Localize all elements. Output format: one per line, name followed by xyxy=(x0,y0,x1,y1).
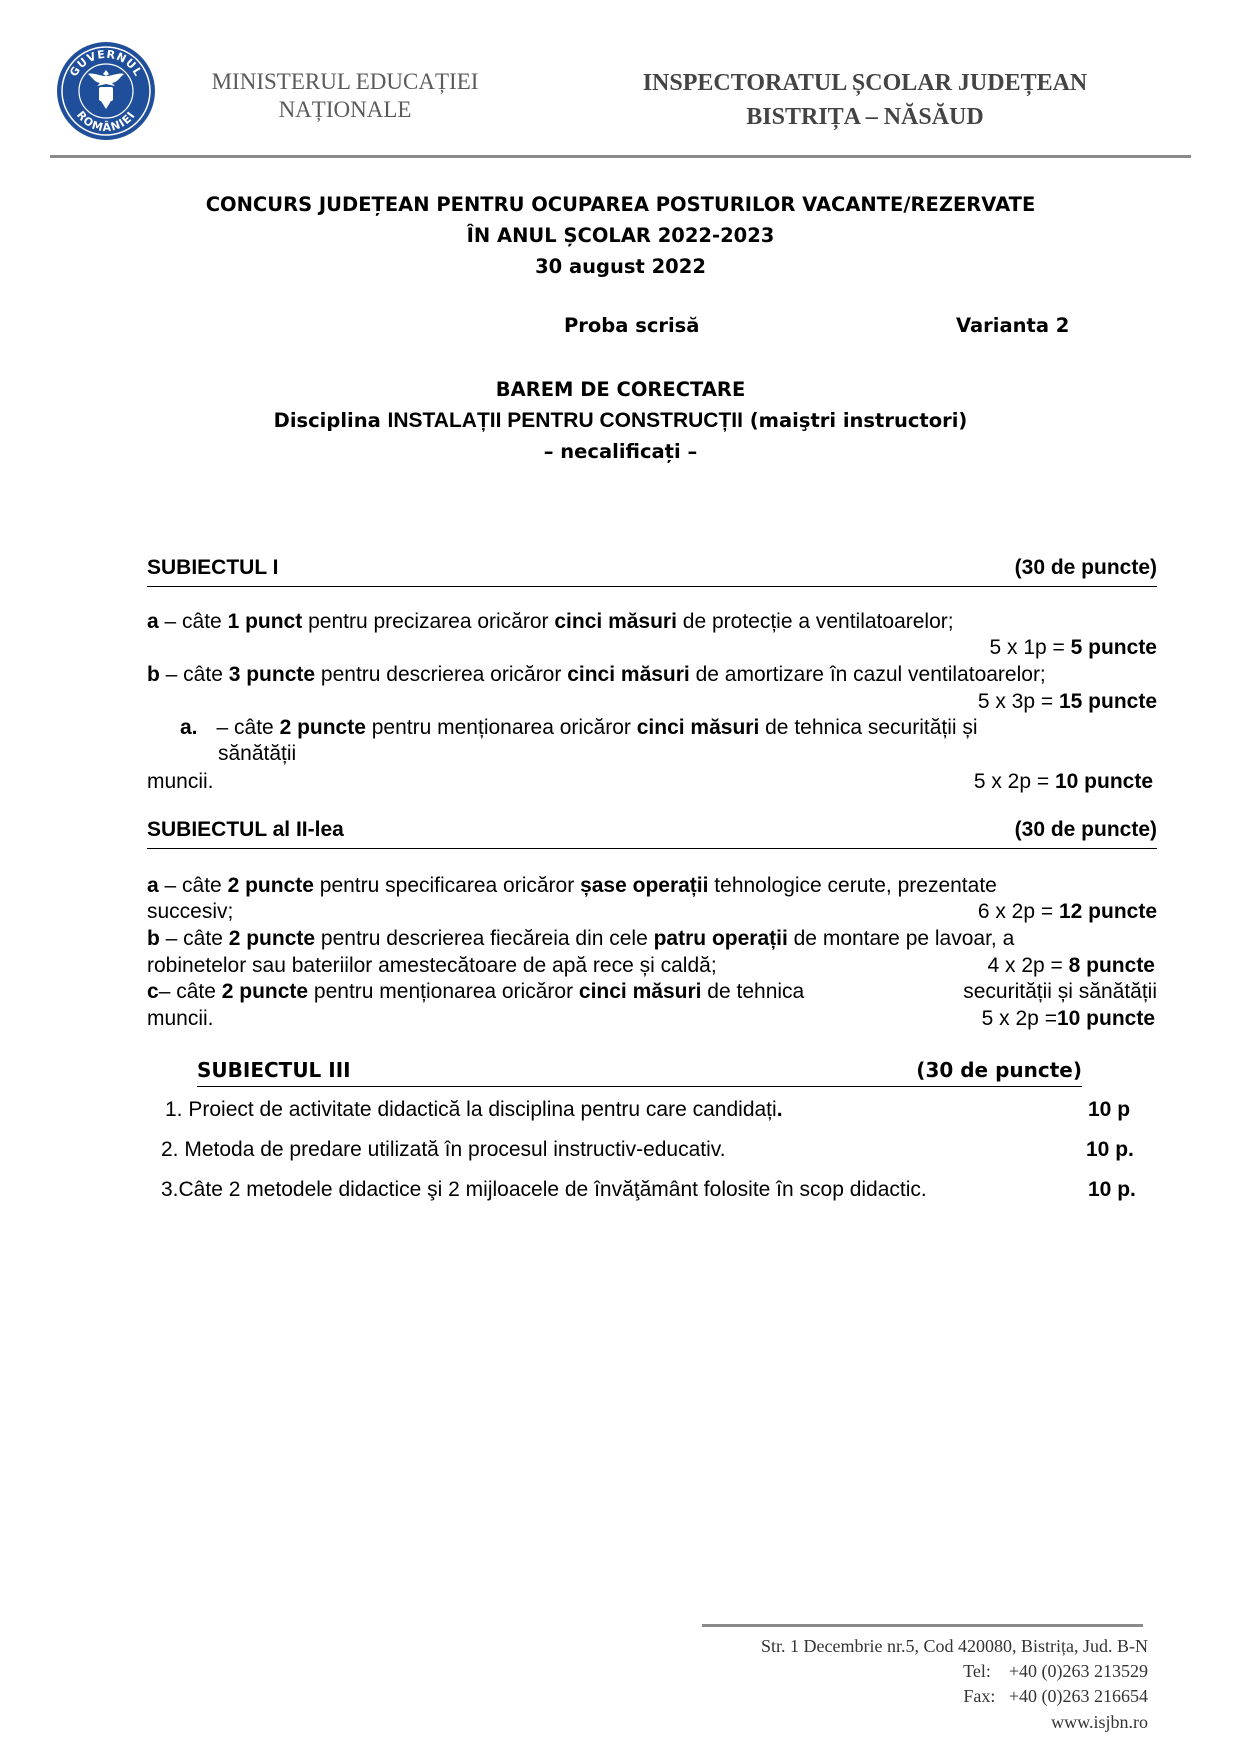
subiect-1-item-c-score: 5 x 2p = 10 puncte xyxy=(973,770,1153,793)
contest-title xyxy=(0,189,1241,282)
barem-heading: BAREM DE CORECTARE xyxy=(495,378,746,401)
disciplina-prefix: Disciplina xyxy=(273,409,388,432)
subiect-1-item-b: b – câte 3 puncte pentru descrierea oricăror cinci măsuri de amortizare în cazul ventilatoarelor; xyxy=(147,663,1046,686)
subiect-1-item-c-line2: sănătății xyxy=(218,742,297,765)
subiect-2-item-a-score: 6 x 2p = 12 puncte xyxy=(977,900,1157,923)
subiect-1-title: SUBIECTUL I xyxy=(147,556,279,579)
subiect-2-heading xyxy=(147,818,1157,849)
varianta-label: Varianta 2 xyxy=(956,314,1070,337)
categorie-line: – necalificați – xyxy=(543,440,698,463)
subiect-1-heading xyxy=(147,556,1157,587)
subiect-2-item-c-line2: muncii. xyxy=(147,1007,214,1030)
subiect-3-heading xyxy=(197,1058,1082,1087)
subiect-3-item: 1. Proiect de activitate didactică la disciplina pentru care candidați. xyxy=(165,1098,783,1121)
subiect-1-points: (30 de puncte) xyxy=(1014,556,1157,579)
subiect-3-title: SUBIECTUL III xyxy=(197,1058,351,1082)
subiect-2-item-b-line2: robinetelor sau bateriilor amestecătoare de apă rece și caldă; xyxy=(147,954,717,977)
inspectorate-name xyxy=(620,66,1110,134)
subiect-3-item-score: 10 p. xyxy=(1086,1138,1134,1161)
subiect-3-points: (30 de puncte) xyxy=(916,1058,1082,1082)
disciplina-name: INSTALAȚII PENTRU CONSTRUCȚII xyxy=(387,409,743,432)
subiect-2-points: (30 de puncte) xyxy=(1014,818,1157,841)
title-line-2: ÎN ANUL ȘCOLAR 2022-2023 xyxy=(466,224,775,247)
footer-website[interactable]: www.isjbn.ro xyxy=(1051,1712,1148,1732)
subiect-2-item-b: b – câte 2 puncte pentru descrierea fiecăreia din cele patru operații de montare pe lavoar, a xyxy=(147,927,1015,950)
title-line-1: CONCURS JUDEȚEAN PENTRU OCUPAREA POSTURILOR VACANTE/REZERVATE xyxy=(205,193,1036,216)
subiect-2-item-b-score: 4 x 2p = 8 puncte xyxy=(987,954,1155,977)
subiect-1-item-c-line3: muncii. xyxy=(147,770,214,793)
subiect-2-item-a-line2: succesiv; xyxy=(147,900,234,923)
subiect-3-item-score: 10 p xyxy=(1088,1098,1131,1121)
subiect-1-item-c: a. – câte 2 puncte pentru menționarea oricăror cinci măsuri de tehnica securității și xyxy=(180,716,978,739)
proba-label: Proba scrisă xyxy=(564,314,700,337)
subiect-3-item: 3.Câte 2 metodele didactice şi 2 mijloacele de învăţământ folosite în scop didactic. xyxy=(161,1178,927,1201)
subiect-1-item-b-score: 5 x 3p = 15 puncte xyxy=(977,690,1157,713)
subiect-2-item-c-score: 5 x 2p =10 puncte xyxy=(981,1007,1155,1030)
inspectorate-line-1: INSPECTORATUL ȘCOLAR JUDEȚEAN xyxy=(642,70,1088,96)
ministry-line-2: NAȚIONALE xyxy=(278,97,412,122)
subiect-3-item-score: 10 p. xyxy=(1088,1178,1136,1201)
subiect-2-item-c-right: securității și sănătății xyxy=(963,980,1157,1003)
subiect-3-item: 2. Metoda de predare utilizată în procesul instructiv-educativ. xyxy=(161,1138,726,1161)
footer-address: Str. 1 Decembrie nr.5, Cod 420080, Bistrița, Jud. B-N xyxy=(761,1636,1148,1656)
header-divider xyxy=(50,155,1191,158)
seal-text-bottom: ROMÂNIEI xyxy=(73,108,139,135)
ministry-name xyxy=(180,68,510,124)
government-seal xyxy=(55,40,157,142)
footer-divider xyxy=(702,1624,1143,1627)
disciplina-suffix: (maiştri instructori) xyxy=(742,409,968,432)
inspectorate-line-2: BISTRIȚA – NĂSĂUD xyxy=(746,104,984,130)
ministry-line-1: MINISTERUL EDUCAȚIEI xyxy=(211,69,479,94)
footer-tel: Tel: +40 (0)263 213529 xyxy=(963,1661,1148,1681)
subiect-2-title: SUBIECTUL al II-lea xyxy=(147,818,344,841)
footer-fax: Fax: +40 (0)263 216654 xyxy=(963,1686,1148,1706)
title-date: 30 august 2022 xyxy=(535,255,706,278)
subiect-1-item-a-score: 5 x 1p = 5 puncte xyxy=(989,636,1157,659)
seal-text-top: GUVERNUL xyxy=(67,47,145,79)
disciplina-line xyxy=(0,405,1241,436)
subiect-2-item-c: c– câte 2 puncte pentru menționarea oricăror cinci măsuri de tehnica xyxy=(147,980,805,1003)
barem-title xyxy=(0,374,1241,467)
subiect-1-item-a: a – câte 1 punct pentru precizarea oricăror cinci măsuri de protecție a ventilatoarelor; xyxy=(147,610,954,633)
subiect-2-item-a: a – câte 2 puncte pentru specificarea oricăror șase operații tehnologice cerute, prezentate xyxy=(147,874,997,897)
